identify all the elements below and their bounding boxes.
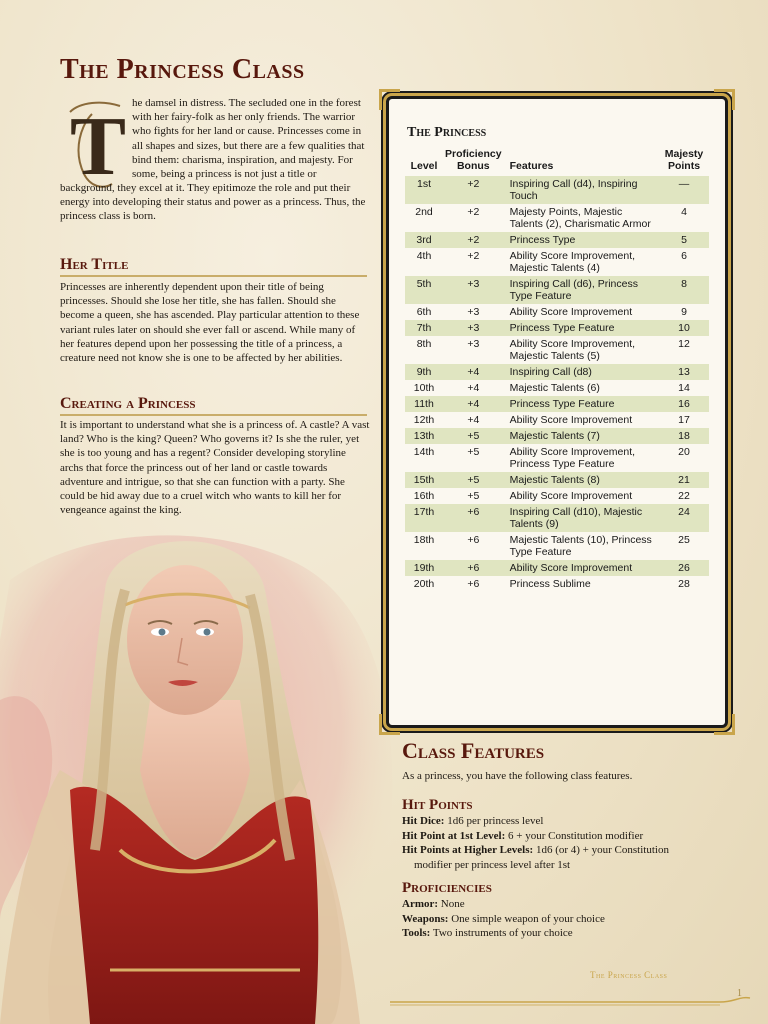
table-row xyxy=(405,560,709,576)
table-row xyxy=(405,304,709,320)
cell-features: Ability Score Improvement xyxy=(509,306,633,318)
cell-proficiency-bonus: +4 xyxy=(443,364,504,380)
tools-value: Two instruments of your choice xyxy=(430,927,573,940)
cell-features: Inspiring Call (d4), Inspiring Touch xyxy=(504,176,659,204)
cell-majesty-points: 6 xyxy=(681,250,687,262)
cell-features: Majestic Talents (7) xyxy=(504,428,659,444)
armor-line xyxy=(402,897,722,912)
weapons-value: One simple weapon of your choice xyxy=(448,912,605,925)
table-row xyxy=(405,380,709,396)
cell-level: 18th xyxy=(413,534,435,546)
drop-cap-letter: T xyxy=(70,100,126,193)
table-row xyxy=(405,232,709,248)
cell-features: Princess Type xyxy=(504,232,659,248)
cell-proficiency-bonus: +3 xyxy=(443,320,504,336)
cell-proficiency-bonus: +4 xyxy=(467,414,480,426)
higher-level-hp-line xyxy=(402,843,722,858)
hit-dice-value: 1d6 per princess level xyxy=(444,815,544,827)
cell-majesty-points: 16 xyxy=(659,396,709,412)
cell-majesty-points: 20 xyxy=(678,446,690,458)
section-heading-her-title: Her Title xyxy=(60,256,367,277)
cell-level: 11th xyxy=(405,396,443,412)
cell-majesty-points: 22 xyxy=(678,490,690,502)
cell-proficiency-bonus: +2 xyxy=(443,232,504,248)
cell-features: Ability Score Improvement, Princess Type Feature xyxy=(509,446,636,470)
cell-majesty-points: 4 xyxy=(681,206,687,218)
cell-features: Majesty Points, Majestic Talents (2), Charismatic Armor xyxy=(509,206,651,230)
col-header-majesty-points xyxy=(659,148,709,176)
table-row xyxy=(405,320,709,336)
cell-majesty-points: 21 xyxy=(659,472,709,488)
armor-label: Armor: xyxy=(402,898,439,910)
cell-features: Inspiring Call (d10), Majestic Talents (9) xyxy=(504,504,659,532)
cell-proficiency-bonus: +5 xyxy=(443,428,504,444)
cell-level: 14th xyxy=(413,446,435,458)
cell-majesty-points: 9 xyxy=(681,306,687,318)
creating-a-princess-paragraph: It is important to understand what she is a princess of. A castle? A vast land? Who is the king? Queen? Who governs it? Is she the ruler, yet she is too young and has a regent? Consider developing storyline archs that force the princess out of her land or castle towards adventure and intrigue, so that she can function with a party. She could be hid away due to a cruel witch who wants to kill her for vengeance against the king. xyxy=(60,419,370,517)
cell-majesty-points: 12 xyxy=(678,338,690,350)
cell-features: Majestic Talents (8) xyxy=(504,472,659,488)
hit-dice-label: Hit Dice: xyxy=(402,815,445,827)
table-row xyxy=(405,504,709,532)
cell-level: 3rd xyxy=(405,232,443,248)
cell-level: 13th xyxy=(405,428,443,444)
table-row xyxy=(405,576,709,592)
table-row xyxy=(405,336,709,364)
footer-ornament-line xyxy=(390,996,768,1008)
cell-proficiency-bonus: +2 xyxy=(467,206,480,218)
table-row xyxy=(405,396,709,412)
cell-level: 4th xyxy=(416,250,432,262)
table-row xyxy=(405,204,709,232)
cell-level: 12th xyxy=(413,414,435,426)
cell-majesty-points: 26 xyxy=(659,560,709,576)
class-table-frame xyxy=(386,96,728,728)
cell-majesty-points: — xyxy=(659,176,709,204)
subheading-hit-points: Hit Points xyxy=(402,797,473,813)
cell-majesty-points: 25 xyxy=(678,534,690,546)
weapons-label: Weapons: xyxy=(402,912,449,925)
cell-level: 15th xyxy=(405,472,443,488)
table-row xyxy=(405,412,709,428)
section-heading-creating-a-princess: Creating a Princess xyxy=(60,395,367,416)
section-heading-class-features: Class Features xyxy=(402,738,545,763)
tools-label: Tools: xyxy=(402,927,431,940)
cell-proficiency-bonus: +6 xyxy=(467,534,480,546)
footer-section-title: The Princess Class xyxy=(590,970,668,980)
cell-level: 20th xyxy=(413,578,435,590)
table-row xyxy=(405,532,709,560)
subheading-proficiencies: Proficiencies xyxy=(402,880,492,896)
cell-level: 5th xyxy=(405,276,443,304)
cell-majesty-points: 10 xyxy=(659,320,709,336)
hit-points-block xyxy=(402,814,722,872)
col-header-proficiency-top: Proficiency xyxy=(445,148,502,160)
frame-corner-ornament xyxy=(714,714,735,735)
page-number: 1 xyxy=(737,988,742,999)
proficiencies-block xyxy=(402,897,722,941)
cell-level: 16th xyxy=(413,490,435,502)
cell-features: Princess Type Feature xyxy=(504,320,659,336)
intro-paragraph-start: he damsel in distress. The secluded one in the forest with her fairy-folk as her only friends. The warrior who fights for her land or cause. Princesses come in all shapes and sizes, but there are a few qualities that bind them: charisma, inspiration, and majesty. For some, being a princess is not just a title or xyxy=(132,97,365,181)
cell-level: 7th xyxy=(405,320,443,336)
col-header-proficiency-bonus xyxy=(443,148,504,176)
page-title: The Princess Class xyxy=(60,54,305,85)
cell-features: Inspiring Call (d8) xyxy=(504,364,659,380)
cell-level: 9th xyxy=(405,364,443,380)
cell-majesty-points: 8 xyxy=(659,276,709,304)
first-level-hp-line xyxy=(402,829,722,844)
cell-level: 10th xyxy=(413,382,435,394)
table-row xyxy=(405,276,709,304)
cell-features: Ability Score Improvement xyxy=(509,490,633,502)
cell-features: Ability Score Improvement, Majestic Talents (4) xyxy=(509,250,636,274)
drop-cap-ornament xyxy=(62,94,126,194)
cell-proficiency-bonus: +2 xyxy=(467,250,480,262)
cell-proficiency-bonus: +6 xyxy=(443,560,504,576)
tools-line xyxy=(402,926,722,941)
cell-proficiency-bonus: +4 xyxy=(443,396,504,412)
frame-corner-ornament xyxy=(714,89,735,110)
cell-majesty-points: 17 xyxy=(678,414,690,426)
intro-paragraph-end: background, they excel at it. They epitimoze the role and put their energy into developing their status and power as a princess. Thus, the princess class is born. xyxy=(60,182,366,223)
cell-proficiency-bonus: +4 xyxy=(467,382,480,394)
first-level-hp-label: Hit Point at 1st Level: xyxy=(402,829,506,842)
cell-level: 2nd xyxy=(415,206,433,218)
cell-features: Ability Score Improvement xyxy=(509,414,633,426)
cell-majesty-points: 24 xyxy=(659,504,709,532)
cell-proficiency-bonus: +2 xyxy=(443,176,504,204)
table-row xyxy=(405,444,709,472)
hit-dice-line xyxy=(402,814,722,829)
col-header-proficiency-bottom: Bonus xyxy=(456,160,490,172)
cell-proficiency-bonus: +5 xyxy=(467,446,480,458)
cell-proficiency-bonus: +6 xyxy=(443,504,504,532)
her-title-paragraph: Princesses are inherently dependent upon their title of being princesses. Should she lose her title, she has fallen. Should she become a queen, she has ascended. Play particular attention to these variant rules later on should she ever fall or ascend. While many of her features depend upon her possessing the title of a princess, a creature need not know she is one to be affected by her abilities. xyxy=(60,281,360,365)
higher-level-hp-label: Hit Points at Higher Levels: xyxy=(402,844,534,857)
cell-level: 17th xyxy=(405,504,443,532)
cell-proficiency-bonus: +3 xyxy=(467,338,480,350)
class-table-title: The Princess xyxy=(407,125,487,140)
princess-portrait-illustration xyxy=(0,520,400,1024)
table-row xyxy=(405,364,709,380)
cell-proficiency-bonus: +5 xyxy=(443,472,504,488)
cell-features: Ability Score Improvement, Majestic Talents (5) xyxy=(509,338,636,362)
cell-proficiency-bonus: +6 xyxy=(467,578,480,590)
cell-features: Majestic Talents (6) xyxy=(509,382,600,394)
armor-value: None xyxy=(438,898,465,910)
cell-features: Ability Score Improvement xyxy=(504,560,659,576)
cell-features: Princess Type Feature xyxy=(504,396,659,412)
cell-features: Majestic Talents (10), Princess Type Feature xyxy=(509,534,652,558)
cell-majesty-points: 5 xyxy=(659,232,709,248)
cell-level: 19th xyxy=(405,560,443,576)
first-level-hp-value: 6 + your Constitution modifier xyxy=(505,829,644,842)
cell-features: Princess Sublime xyxy=(509,578,591,590)
cell-majesty-points: 28 xyxy=(678,578,690,590)
higher-level-hp-line-cont: modifier per princess level after 1st xyxy=(414,858,571,871)
col-header-level: Level xyxy=(410,160,438,172)
cell-level: 8th xyxy=(416,338,432,350)
weapons-line xyxy=(402,912,722,927)
col-header-features: Features xyxy=(509,160,554,172)
class-features-intro: As a princess, you have the following class features. xyxy=(402,770,633,782)
cell-proficiency-bonus: +3 xyxy=(467,306,480,318)
cell-majesty-points: 13 xyxy=(659,364,709,380)
col-header-majesty-top: Majesty xyxy=(664,148,704,160)
col-header-majesty-bottom: Points xyxy=(667,160,701,172)
table-row xyxy=(405,176,709,204)
cell-majesty-points: 14 xyxy=(678,382,690,394)
cell-proficiency-bonus: +5 xyxy=(467,490,480,502)
table-row xyxy=(405,428,709,444)
cell-level: 1st xyxy=(405,176,443,204)
table-row xyxy=(405,488,709,504)
cell-level: 6th xyxy=(416,306,432,318)
cell-proficiency-bonus: +3 xyxy=(443,276,504,304)
table-row xyxy=(405,472,709,488)
higher-level-hp-value: 1d6 (or 4) + your Constitution xyxy=(533,844,669,857)
frame-corner-ornament xyxy=(379,89,400,110)
cell-majesty-points: 18 xyxy=(659,428,709,444)
table-row xyxy=(405,248,709,276)
table-header-row xyxy=(405,148,709,176)
frame-corner-ornament xyxy=(379,714,400,735)
cell-features: Inspiring Call (d6), Princess Type Feature xyxy=(504,276,659,304)
class-progression-table xyxy=(405,148,709,592)
